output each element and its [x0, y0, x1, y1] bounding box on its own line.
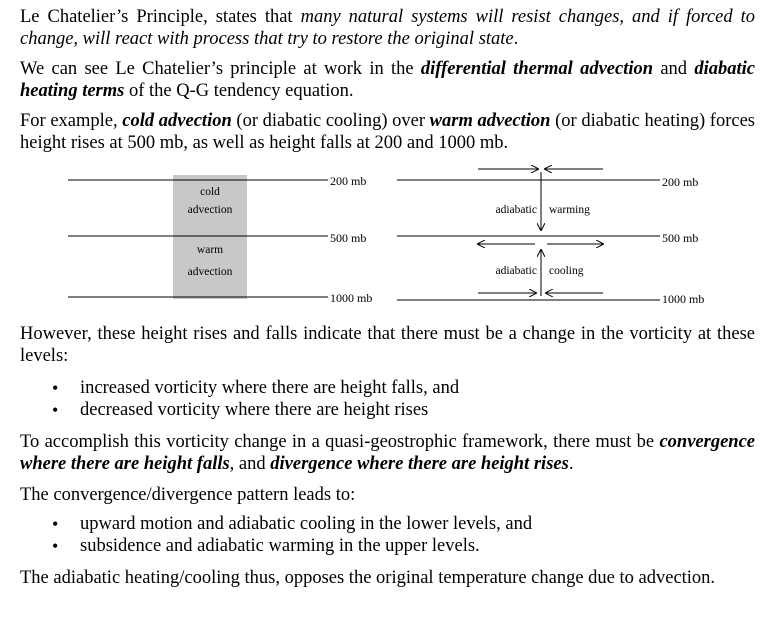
- p2-text-a: We can see Le Chatelier’s principle at work in the: [20, 59, 421, 79]
- paragraph-quasi-geostrophic: [20, 431, 755, 475]
- p2-term-differential-thermal-advection: differential thermal advection: [420, 59, 654, 79]
- list-item: • increased vorticity where there are height falls, and: [52, 377, 459, 399]
- p5-term-divergence: divergence where there are height rises: [270, 454, 569, 474]
- adiabatic-label-lower: adiabatic: [495, 265, 537, 277]
- vorticity-bullet-list: [52, 377, 459, 421]
- cold-advection-label-line2: advection: [187, 204, 233, 216]
- paragraph-le-chatelier-principle: [20, 6, 755, 50]
- p3-text-c: (or diabatic cooling) over: [231, 111, 430, 131]
- paragraph-example: [20, 110, 755, 154]
- p3-term-cold-advection: cold advection: [122, 111, 232, 131]
- p1-text-c: .: [513, 29, 519, 49]
- p5-text-e: .: [568, 454, 574, 474]
- left-label-1000mb: 1000 mb: [330, 291, 373, 305]
- cooling-label: cooling: [549, 265, 584, 277]
- warm-advection-label-line1: warm: [196, 244, 224, 256]
- left-panel-advection: [68, 174, 372, 305]
- warming-label: warming: [549, 204, 590, 216]
- p3-term-warm-advection: warm advection: [429, 111, 551, 131]
- motion-bullet-list: [52, 513, 532, 557]
- left-label-200mb: 200 mb: [330, 174, 367, 188]
- p1-text-b-italic: many natural systems will resist changes, and if forced to change, will react with process that try to restore the original state: [20, 7, 755, 49]
- warm-advection-label-line2: advection: [187, 266, 233, 278]
- p5-text-a: To accomplish this vorticity change in a quasi-geostrophic framework, there must be: [20, 432, 660, 452]
- right-label-1000mb: 1000 mb: [662, 292, 705, 306]
- p2-term-diabatic-heating: diabatic heating terms: [20, 59, 755, 101]
- paragraph-vorticity-change: However, these height rises and falls indicate that there must be a change in the vorticity at these levels:: [20, 324, 755, 366]
- paragraph-pattern-leads-to: The convergence/divergence pattern leads to:: [20, 485, 356, 505]
- right-label-500mb: 500 mb: [662, 231, 699, 245]
- height-tendency-diagram: [0, 164, 784, 314]
- list-item: • decreased vorticity where there are height rises: [52, 399, 459, 421]
- p5-term-convergence: convergence where there are height falls: [20, 432, 755, 474]
- p3-text-a: For example,: [20, 111, 123, 131]
- paragraph-le-chatelier-at-work: [20, 58, 755, 102]
- p2-text-c: and: [653, 59, 695, 79]
- left-label-500mb: 500 mb: [330, 231, 367, 245]
- paragraph-conclusion: The adiabatic heating/cooling thus, opposes the original temperature change due to advection.: [20, 568, 716, 588]
- adiabatic-label-upper: adiabatic: [495, 204, 537, 216]
- right-label-200mb: 200 mb: [662, 175, 699, 189]
- cold-advection-label-line1: cold: [200, 186, 220, 198]
- p1-text-a: Le Chatelier’s Principle, states that: [20, 7, 301, 27]
- p3-text-e: (or diabatic heating) forces height rises at 500 mb, as well as height falls at 200 and 1000 mb.: [20, 111, 755, 153]
- list-item: • upward motion and adiabatic cooling in the lower levels, and: [52, 513, 532, 535]
- right-panel-adiabatic-response: [397, 169, 704, 306]
- p2-text-e: of the Q-G tendency equation.: [124, 81, 354, 101]
- p5-text-c: , and: [229, 454, 271, 474]
- list-item: • subsidence and adiabatic warming in the upper levels.: [52, 535, 532, 557]
